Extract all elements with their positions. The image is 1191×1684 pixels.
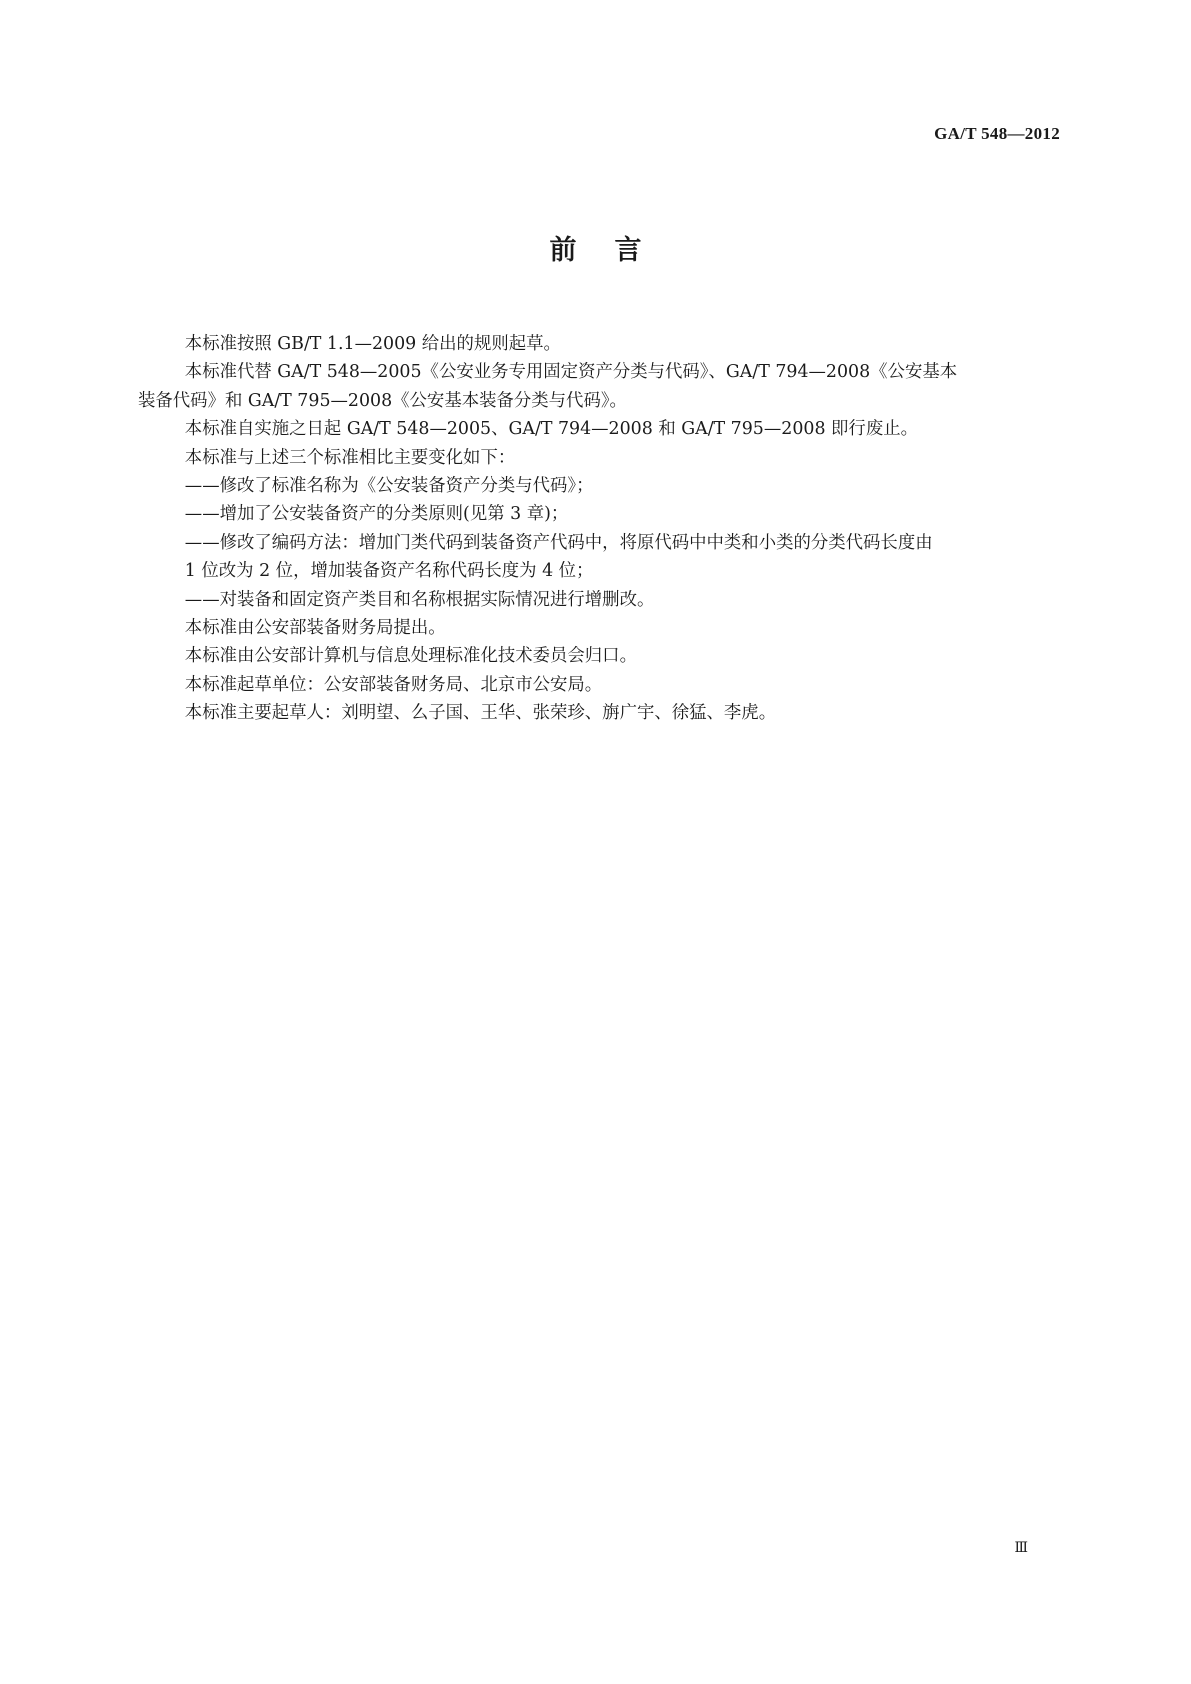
paragraph-changes-intro: 本标准与上述三个标准相比主要变化如下： [184,447,516,468]
section-title: 前言 [549,235,680,266]
paragraph-committee: 本标准由公安部计算机与信息处理标准化技术委员会归口。 [184,646,637,667]
paragraph-drafting-units: 本标准起草单位：公安部装备财务局、北京市公安局。 [184,674,603,695]
paragraph-proposer: 本标准由公安部装备财务局提出。 [184,618,446,639]
change-item-catalog: ——对装备和固定资产类目和名称根据实际情况进行增删改。 [184,589,655,610]
change-item-coding-line2: 1 位改为 2 位，增加装备资产名称代码长度为 4 位； [184,561,594,582]
paragraph-replaces-cont [138,387,1060,415]
paragraph-drafting-rule: 本标准按照 GB/T 1.1—2009 给出的规则起草。 [184,334,561,354]
change-item-principle: ——增加了公安装备资产的分类原则(见第 3 章)； [184,504,569,525]
change-item-coding-line1: ——修改了编码方法：增加门类代码到装备资产代码中，将原代码中中类和小类的分类代码长度由 [184,532,933,553]
paragraph-replaces-line2: 装备代码》和 GA/T 795—2008《公安基本装备分类与代码》。 [138,390,627,411]
foreword-body [138,330,1060,728]
paragraph-abolished: 本标准自实施之日起 GA/T 548—2005、GA/T 794—2008 和 GA/T 795—2008 即行废止。 [184,419,918,440]
paragraph-replaces-line1: 本标准代替 GA/T 548—2005《公安业务专用固定资产分类与代码》、GA/T 794—2008《公安基本 [184,362,958,383]
document-code: GA/T 548—2012 [934,124,1060,143]
page-number: Ⅲ [1014,1541,1028,1556]
paragraph-drafters: 本标准主要起草人：刘明望、么子国、王华、张荣珍、旃广宇、徐猛、李虎。 [184,703,777,724]
paragraph-replaces [150,358,1060,386]
change-item-coding [150,529,1060,586]
change-item-name: ——修改了标准名称为《公安装备资产分类与代码》； [184,476,594,497]
